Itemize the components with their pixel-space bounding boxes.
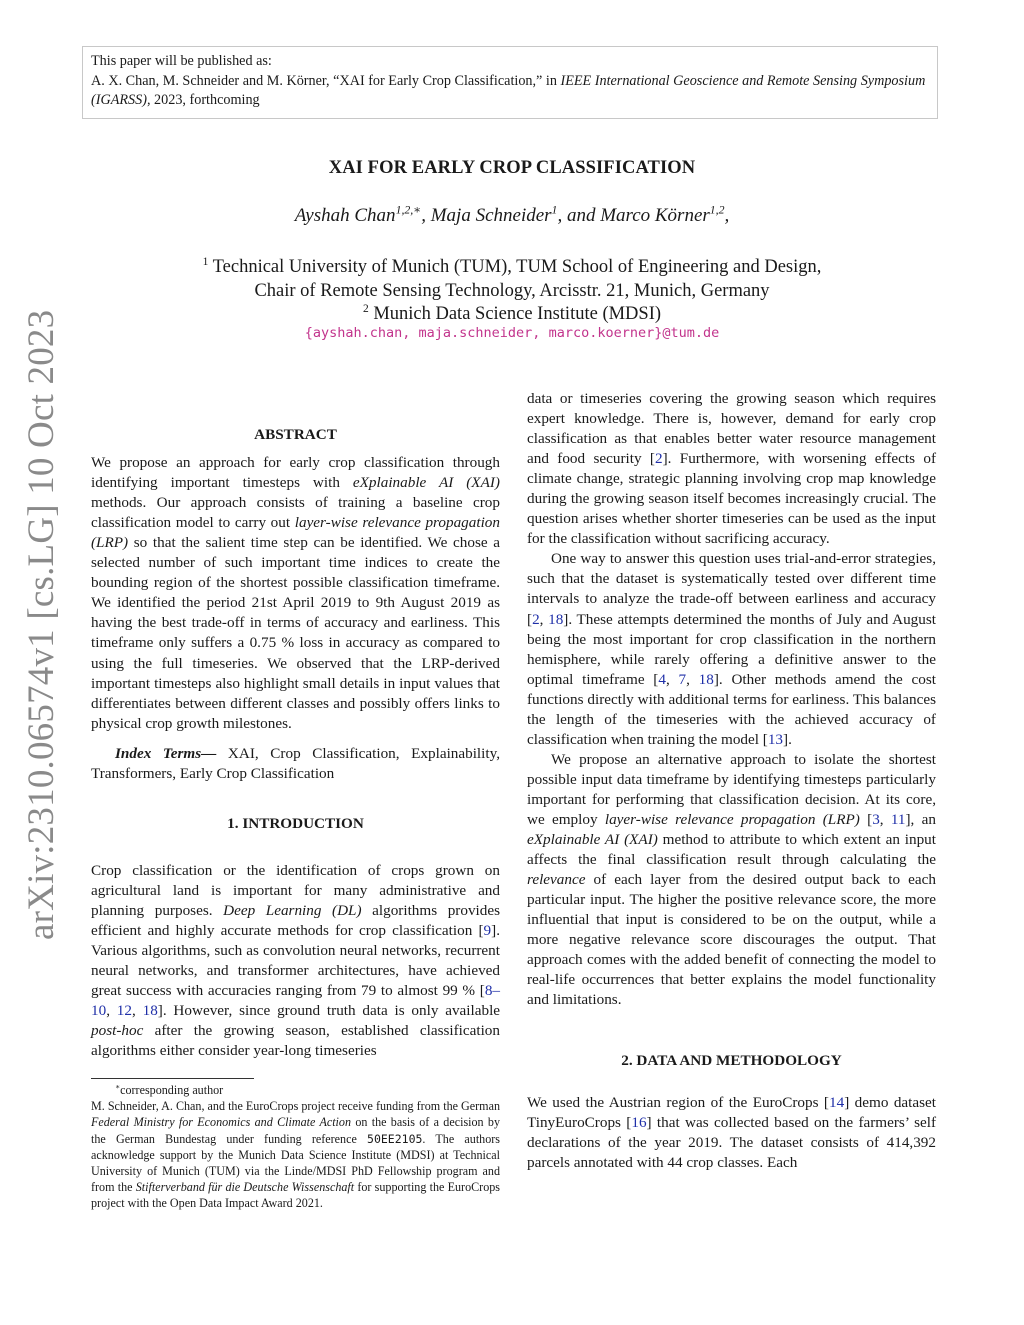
funding-reference: 50EE2105: [367, 1131, 423, 1146]
citation-link[interactable]: 18: [548, 610, 564, 628]
paper-title: XAI FOR EARLY CROP CLASSIFICATION: [328, 158, 696, 178]
footnote-funding: M. Schneider, A. Chan, and the EuroCrops project receive funding from the German Federal Ministry for Economics and Climate Action on the basis of a decision by the German Bundestag under funding reference 50EE2105. The authors acknowledge support by the Munich Data Science Institute (MDSI) at Technical University of Munich (TUM) via the Linde/MDSI PhD Fellowship program and from the Stifterverband für die Deutsche Wissenschaft for supporting the EuroCrops project with the Open Data Impact Award 2021.: [91, 1099, 501, 1211]
right-column: [527, 389, 936, 1173]
notice-citation: [91, 72, 927, 111]
paragraph: data or timeseries covering the growing season which requires expert knowledge. There is, however, demand for early crop classification as that enables better water resource management and food security [2]. Furthermore, with worsening effects of climate change, strategic planning involving crop map knowledge during the growing season itself becomes increasingly crucial. The question arises whether shorter timeseries can be used as the input for the classification without sacrificing accuracy.: [527, 390, 937, 548]
citation-link[interactable]: 16: [631, 1113, 647, 1131]
section-2-heading: 2. DATA AND METHODOLOGY: [621, 1052, 842, 1070]
footnote-rule: [91, 1078, 254, 1079]
author-3-sup: 1,2: [709, 203, 725, 217]
section-1-heading: 1. INTRODUCTION: [227, 814, 364, 832]
author-2-sup: 1: [551, 203, 558, 217]
footnote: [91, 1082, 500, 1212]
citation-link[interactable]: 3: [872, 810, 880, 828]
citation-link[interactable]: 2: [532, 610, 540, 628]
abstract-heading: ABSTRACT: [254, 426, 337, 443]
data-methodology-text: We used the Austrian region of the EuroCrops [14] demo dataset TinyEuroCrops [16] that was collected based on the farmers’ self declarations of the year 2019. The dataset consists of 414,392 parcels annotated with 44 crop classes. Each: [527, 1093, 937, 1171]
citation-link[interactable]: 11: [890, 810, 906, 828]
notice-line: This paper will be published as:: [91, 53, 272, 69]
affiliation-text: Technical University of Munich (TUM), TUM School of Engineering and Design,: [212, 257, 822, 277]
author-sep: ,: [724, 205, 730, 226]
author-3: and Marco Körner: [566, 205, 710, 226]
citation-link[interactable]: 4: [658, 670, 666, 688]
publication-notice: [82, 46, 938, 119]
citation-link[interactable]: 18: [698, 670, 714, 688]
arxiv-stamp: arXiv:2310.06574v1 [cs.LG] 10 Oct 2023: [21, 309, 62, 940]
author-sep: ,: [557, 205, 563, 226]
abstract-text: We propose an approach for early crop classification through identifying important timesteps with eXplainable AI (XAI) methods. Our approach consists of training a baseline crop classification model to carry out layer-wise relevance propagation (LRP) so that the salient time step can be identified. We chose a selected number of such important time indices to create the bounding region of the shortest possible classification timeframe. We identified the period 21st April 2019 to 9th August 2019 as having the best trade-off in terms of accuracy and earliness. This timeframe only suffers a 0.75 % loss in accuracy as compared to using the full timeseries. We observed that the LRP-derived important timesteps also highlight small details in input values that differentiates between different classes and possibly offers links to physical crop growth milestones.: [91, 454, 500, 732]
citation-link[interactable]: 12: [116, 1002, 132, 1020]
author-2: Maja Schneider: [430, 205, 552, 226]
affiliation-line: [0, 303, 1024, 327]
index-terms-text: XAI, Crop Classification, Explainability, Transformers, Early Crop Classification: [91, 744, 500, 782]
citation-link[interactable]: 13: [767, 730, 784, 748]
citation-link[interactable]: 18: [142, 1002, 158, 1020]
introduction-text: Crop classification or the identification of crops grown on agricultural land is important for many administrative and planning purposes. Deep Learning (DL) algorithms provides efficient and highly accurate methods for crop classification [9]. Various algorithms, such as convolution neural networks, recurrent neural networks, and transformer architectures, have achieved great success with accuracies ranging from 79 to almost 99 % [8–10, 12, 18]. However, since ground truth data is only available post-hoc after the growing season, established classification algorithms either consider year-long timeseries: [91, 861, 501, 1060]
affiliation-line: Chair of Remote Sensing Technology, Arcisstr. 21, Munich, Germany: [254, 280, 770, 301]
index-terms: [91, 744, 500, 784]
affiliation-text: Munich Data Science Institute (MDSI): [373, 304, 662, 324]
affiliation-line: [0, 256, 1024, 280]
index-terms-label: Index Terms—: [115, 744, 217, 762]
affiliation-sup: 1: [202, 255, 209, 268]
paragraph: We propose an alternative approach to isolate the shortest possible input data timeframe by identifying timesteps particularly important for performing that classification decision. At its core, we employ layer-wise relevance propagation (LRP) [3, 11], an eXplainable AI (XAI) method to attribute to which extent an input affects the final classification result through calculating the relevance of each layer from the desired output back to each particular input. The higher the positive relevance score, the more influential that input is considered to be on the output, while a more negative relevance score discourages the output. That approach comes with the added benefit of connecting the model to real-life occurrences that better explains the model functionality and limitations.: [527, 750, 936, 1009]
author-1: Ayshah Chan: [294, 205, 396, 226]
citation-link[interactable]: 8–10: [91, 982, 500, 1020]
notice-citation-text: A. X. Chan, M. Schneider and M. Körner, “XAI for Early Crop Classification,” in: [91, 72, 561, 89]
citation-link[interactable]: 9: [483, 921, 492, 939]
author-sep: ,: [421, 205, 426, 226]
notice-citation-tail: , 2023, forthcoming: [146, 92, 260, 108]
citation-link[interactable]: 2: [654, 450, 663, 468]
author-emails[interactable]: {ayshah.chan, maja.schneider, marco.koerner}@tum.de: [304, 325, 720, 341]
left-column: [91, 425, 500, 1061]
footnote-corresponding: ∗corresponding author: [115, 1081, 224, 1097]
notice-venue: IEEE International Geoscience and Remote Sensing Symposium (IGARSS): [91, 72, 926, 108]
author-1-sup: 1,2,∗: [395, 203, 422, 217]
citation-link[interactable]: 14: [829, 1093, 845, 1111]
affiliations: [0, 256, 1024, 327]
citation-link[interactable]: 7: [678, 670, 687, 688]
author-list: [0, 205, 1024, 227]
affiliation-sup: 2: [362, 302, 369, 315]
paragraph: One way to answer this question uses trial-and-error strategies, such that the dataset is systematically tested over different time intervals to analyze the trade-off between earliness and accuracy [2, 18]. These attempts determined the months of July and August being the most important for crop classification in the northern hemisphere, while rarely offering a definitive answer to the optimal timeframe [4, 7, 18]. Other methods amend the cost functions directly with additional terms for earliness. This balances the length of the timeseries with the achieved accuracy of classification when training the model [13].: [527, 550, 936, 748]
